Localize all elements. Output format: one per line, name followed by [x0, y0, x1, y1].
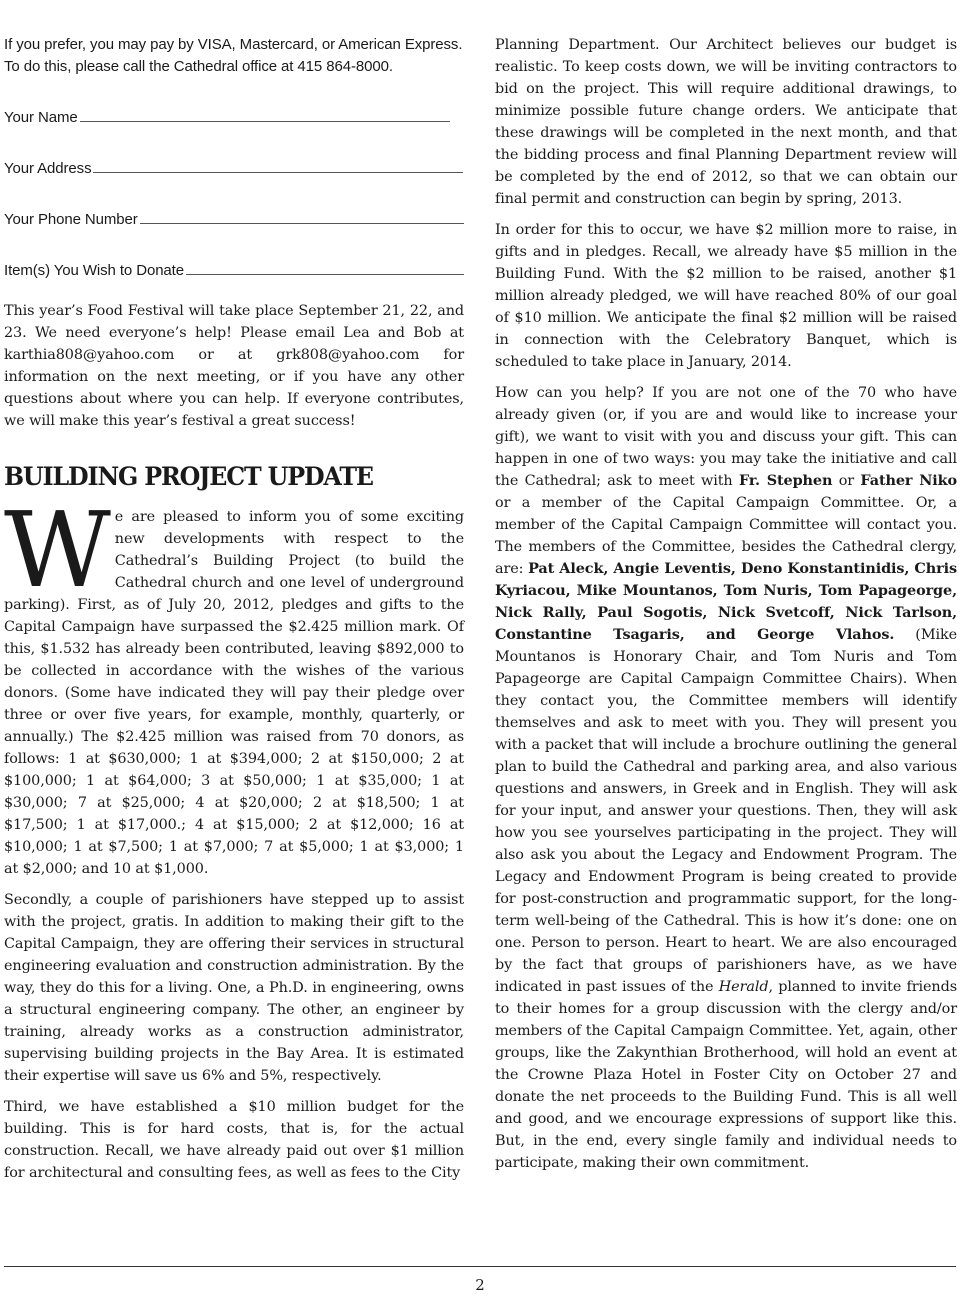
donation-items-field[interactable]	[4, 260, 464, 282]
address-field-line[interactable]	[93, 158, 463, 173]
building-paragraph-1-text: e are pleased to inform you of some exciting new developments with respect to the Cathedral’s Building Project (to build the Cathedral church and one level of underground parking). First, as of July 20, 2012, pledges and gifts to the Capital Campaign have surpassed the $2.425 million mark. Of this, $1.532 has already been contributed, leaving $892,000 to be collected in accordance with the wishes of the various donors. (Some have indicated they will pay their pledge over three or over five years, for example, monthly, quarterly, or annually.) The $2.425 million was raised from 70 donors, as follows: 1 at $630,000; 1 at $394,000; 2 at $150,000; 2 at $100,000; 1 at $64,000; 3 at $50,000; 1 at $35,000; 1 at $30,000; 7 at $25,000; 4 at $20,000; 2 at $18,500; 1 at $17,500; 1 at $17,000.; 4 at $15,000; 2 at $12,000; 16 at $10,000; 1 at $7,500; 1 at $7,000; 7 at $5,000; 1 at $3,000; 1 at $2,000; and 10 at $1,000.	[4, 509, 464, 877]
building-paragraph-4: In order for this to occur, we have $2 million more to raise, in gifts and in pledges. Recall, we already have $5 million in the Building Fund. With the $2 million to be raised, another $1 million already pledged, we will have reached 80% of our goal of $10 million. We anticipate the final $2 million will be raised in connection with the Celebratory Banquet, which is scheduled to take place in January, 2014.	[495, 222, 957, 370]
food-festival-paragraph: This year’s Food Festival will take place September 21, 22, and 23. We need everyone’s help! Please email Lea and Bob at karthia808@yahoo.com or at grk808@yahoo.com for information on the next meeting, or if you have any other questions about where you can help. If everyone contributes, we will make this year’s festival a great success!	[4, 303, 464, 429]
herald-title: Herald	[718, 979, 769, 995]
building-paragraph-3: Third, we have established a $10 million budget for the building. This is for hard costs, that is, for the actual construction. Recall, we have already paid out over $1 million for architectural and consulting fees, as well as fees to the City	[4, 1099, 464, 1181]
building-paragraph-3-continued: Planning Department. Our Architect believes our budget is realistic. To keep costs down, we will be inviting contractors to bid on the project. This will require additional drawings, to minimize possible future change orders. We anticipate that these drawings will be completed in the next month, and that the bidding process and final Planning Department review will be completed by the end of 2012, so that we can obtain our final permit and construction can begin by spring, 2013.	[495, 37, 957, 207]
name-field[interactable]	[4, 107, 464, 129]
section-heading: BUILDING PROJECT UPDATE	[4, 462, 373, 491]
phone-field[interactable]	[4, 209, 464, 231]
fr-stephen-name: Fr. Stephen	[738, 472, 833, 489]
building-paragraph-2: Secondly, a couple of parishioners have stepped up to assist with the project, gratis. In addition to making their gift to the Capital Campaign, they are offering their services in structural engineering evaluation and construction administration. By the way, they do this for a living. One, a Ph.D. in engineering, owns a structural engineering company. The other, an engineer by training, already works as a construction administrator, supervising building projects in the Bay Area. It is estimated their expertise will save us 6% and 5%, respectively.	[4, 892, 464, 1084]
payment-intro: If you prefer, you may pay by VISA, Mastercard, or American Express. To do this, please call the Cathedral office at 415 864-8000.	[4, 36, 463, 75]
left-column	[4, 34, 464, 1193]
phone-field-line[interactable]	[140, 209, 464, 224]
address-field-label: Your Address	[4, 160, 92, 177]
donation-items-line[interactable]	[186, 260, 464, 275]
drop-cap: W	[4, 489, 111, 611]
phone-field-label: Your Phone Number	[4, 211, 138, 228]
p5-text-c: (Mike Mountanos is Honorary Chair, and Tom Nuris and Tom Papageorge are Capital Campaign Committee Chairs). When they contact you, the Committee members will identify themselves and ask to meet with you. They will present you with a packet that will include a brochure outlining the general plan to build the Cathedral and parking area, and also various questions and answers, in Greek and in English. They will ask for your input, and answer your questions. Then, they will ask how you see yourselves participating in the project. They will also ask you about the Legacy and Endowment Program. The Legacy and Endowment Program is being created to provide for post-construction and programmatic support, for the long-term well-being of the Cathedral. This is how it’s done: one on one. Person to person. Heart to heart. We are also encouraged by the fact that groups of parishioners have, as we have indicated in past issues of the	[495, 627, 957, 995]
donation-items-label: Item(s) You Wish to Donate	[4, 262, 184, 279]
page-number: 2	[475, 1276, 485, 1294]
p5-text-a: How can you help? If you are not one of the 70 who have already given (or, if you are and would like to increase your gift), we want to visit with you and discuss your gift. This can happen in one of two ways: you may take the initiative and call the Cathedral; ask to meet with	[495, 385, 957, 489]
building-paragraph-5	[495, 382, 957, 1174]
name-field-label: Your Name	[4, 109, 78, 126]
p5-or: or	[832, 473, 861, 489]
right-column	[495, 34, 957, 1183]
building-paragraph-1	[4, 489, 464, 880]
committee-members: Pat Aleck, Angie Leventis, Deno Konstantinidis, Chris Kyriacou, Mike Mountanos, Tom Nuris, Tom Papageorge, Nick Rally, Paul Sogotis, Nick Svetcoff, Nick Tarlson, Constantine Tsagaris, and George Vlahos.	[495, 560, 957, 643]
p5-text-d: , planned to invite friends to their homes for a group discussion with the clergy and/or members of the Capital Campaign Committee. Yet, again, other groups, like the Zakynthian Brotherhood, will hold an event at the Crowne Plaza Hotel in Foster City on October 27 and donate the net proceeds to the Building Fund. This is all well and good, and we encourage expressions of support like this. But, in the end, every single family and individual needs to participate, making their own commitment.	[495, 979, 957, 1171]
address-field[interactable]	[4, 158, 464, 180]
father-niko-name: Father Niko	[860, 472, 957, 489]
footer-divider	[4, 1266, 956, 1267]
p5-text-b: or a member of the Capital Campaign Committee. Or, a member of the Capital Campaign Committee will contact you. The members of the Committee, besides the Cathedral clergy, are:	[495, 495, 957, 577]
name-field-line[interactable]	[80, 107, 450, 122]
